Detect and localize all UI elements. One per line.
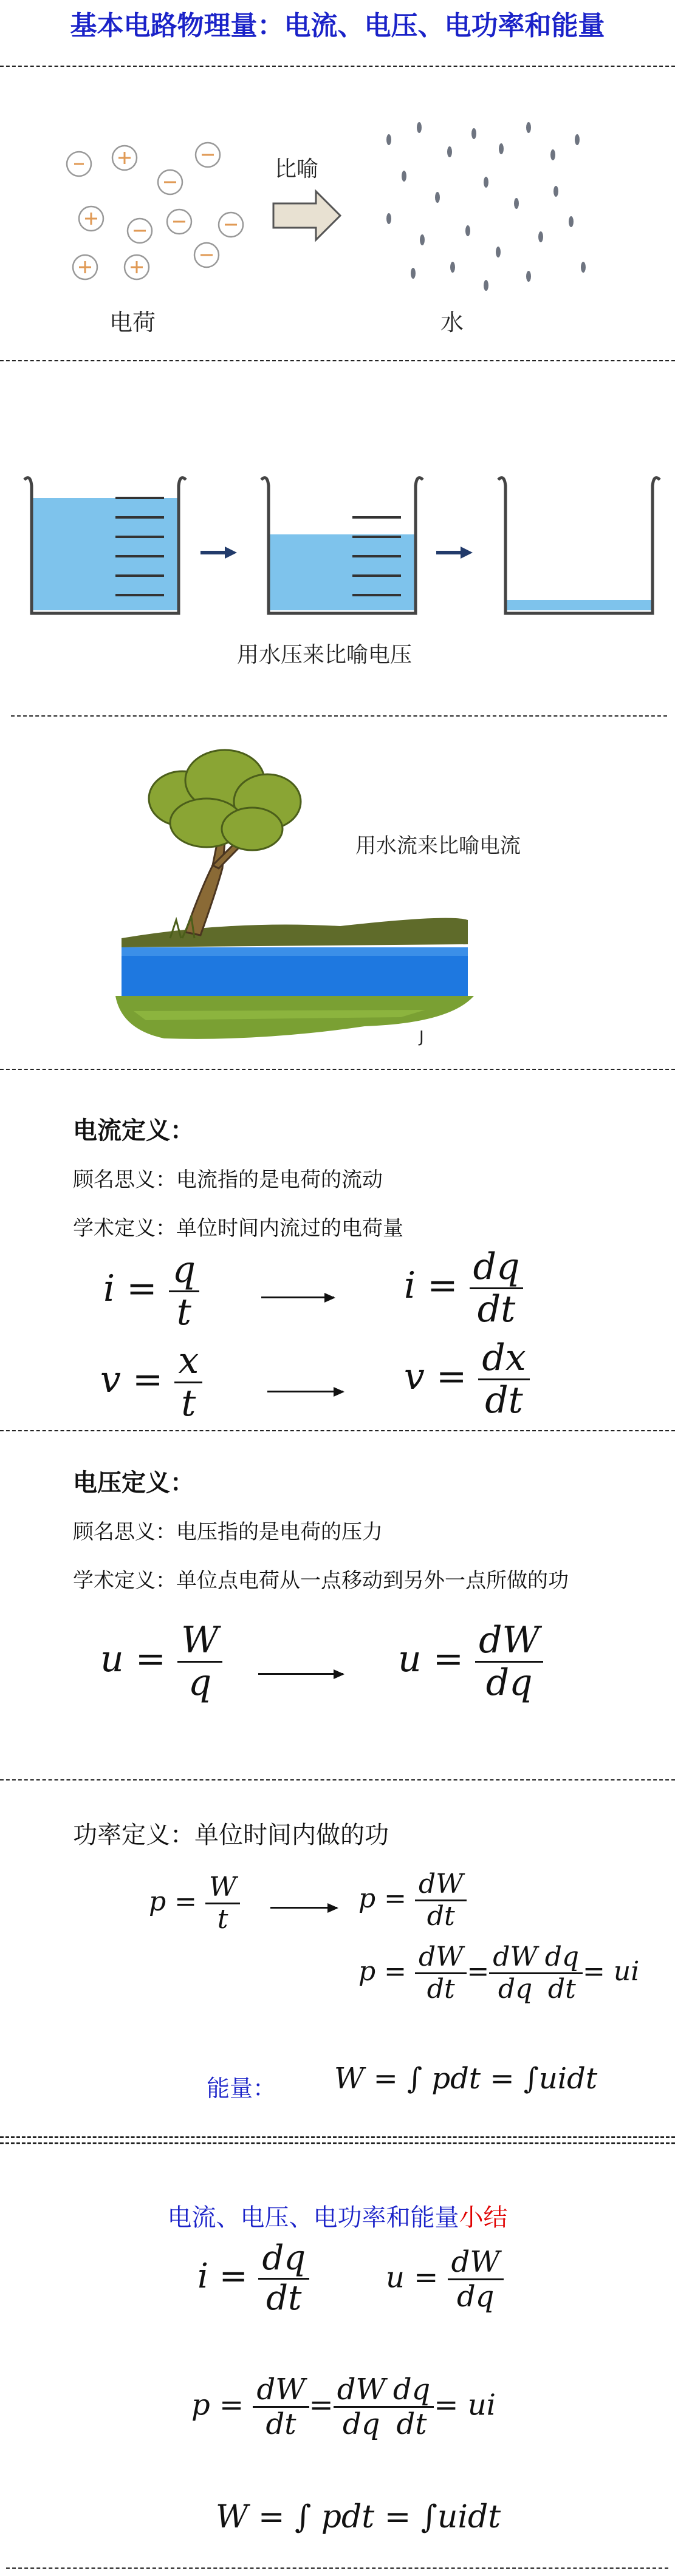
fraction: $\frac{W}{q}$ xyxy=(177,1621,222,1702)
current-def-heading: 电流定义： xyxy=(73,1117,194,1145)
fraction: $\frac{dW}{dq}$ xyxy=(489,1943,541,2003)
section-divider xyxy=(0,1430,675,1431)
section-divider xyxy=(0,2142,675,2144)
eq-voltage-avg: u = $\frac{W}{q}$ xyxy=(100,1621,222,1702)
eq-current-inst: i = $\frac{dq}{dt}$ xyxy=(404,1248,523,1329)
fraction: $\frac{dW}{dt}$ xyxy=(415,1943,467,2003)
eq-power-inst: p = $\frac{dW}{dt}$ xyxy=(358,1870,467,1930)
fraction: $\frac{dq}{dt}$ xyxy=(470,1248,524,1329)
arrow-right-icon xyxy=(267,1391,343,1392)
eq-lhs: i = xyxy=(103,1267,157,1310)
compare-label: 比喻 xyxy=(275,157,319,182)
voltage-def-heading: 电压定义： xyxy=(73,1469,194,1497)
right-arrow-icon xyxy=(273,191,340,240)
fraction: $\frac{dq}{dt}$ xyxy=(389,2374,434,2440)
eq-voltage-inst: u = $\frac{dW}{dq}$ xyxy=(398,1621,543,1702)
arrow-right-icon xyxy=(270,1907,337,1909)
fraction: $\frac{dq}{dt}$ xyxy=(541,1943,583,2003)
fraction: $\frac{dx}{dt}$ xyxy=(478,1339,529,1420)
charge-label: 电荷 xyxy=(109,309,156,336)
fraction: $\frac{q}{t}$ xyxy=(169,1251,199,1332)
page-title: 基本电路物理量：电流、电压、电功率和能量 xyxy=(70,10,605,41)
summary-eq-current: i = $\frac{dq}{dt}$ xyxy=(197,2241,309,2317)
voltage-figure-caption: 用水压来比喻电压 xyxy=(237,642,413,667)
section-divider xyxy=(6,2567,668,2569)
section-divider xyxy=(11,715,667,717)
energy-label: 能量： xyxy=(207,2075,276,2102)
water-pressure-figure xyxy=(18,462,662,692)
summary-eq-power: p = $\frac{dW}{dt}$ = $\frac{dW}{dq}$ $\frac{dq}{dt}$ = ui xyxy=(191,2373,496,2442)
current-figure-caption: 用水流来比喻电流 xyxy=(355,834,521,858)
section-divider xyxy=(0,66,675,67)
current-literal-def: 顾名思义：电流指的是电荷的流动 xyxy=(73,1168,383,1192)
fraction: $\frac{dW}{dq}$ xyxy=(334,2374,389,2440)
fraction: $\frac{W}{t}$ xyxy=(205,1873,240,1934)
fraction: $\frac{dW}{dq}$ xyxy=(448,2247,504,2312)
eq-power-avg: p = $\frac{W}{t}$ xyxy=(149,1873,240,1934)
summary-heading: 电流、电压、电功率和能量小结 xyxy=(167,2204,508,2232)
voltage-academic-def: 学术定义：单位点电荷从一点移动到另外一点所做的功 xyxy=(73,1569,569,1593)
fraction: $\frac{dW}{dt}$ xyxy=(253,2374,309,2440)
eq-power-chain: p = $\frac{dW}{dt}$ = $\frac{dW}{dq}$ $\frac{dq}{dt}$ = ui xyxy=(358,1941,640,2005)
section-divider xyxy=(0,2136,675,2138)
eq-current-avg xyxy=(103,1251,199,1332)
section-divider xyxy=(0,1779,675,1780)
arrow-right-icon xyxy=(225,547,237,559)
arrow-right-icon xyxy=(261,1297,334,1298)
fraction: $\frac{x}{t}$ xyxy=(174,1342,202,1423)
figure-mark: J xyxy=(419,1028,424,1046)
arrow-right-icon xyxy=(461,547,473,559)
power-def-heading: 功率定义：单位时间内做的功 xyxy=(73,1821,389,1849)
eq-velocity-avg: v = $\frac{x}{t}$ xyxy=(100,1342,202,1423)
beaker-illustration xyxy=(18,462,662,632)
fraction: $\frac{dW}{dt}$ xyxy=(415,1870,467,1930)
arrow-right-icon xyxy=(258,1673,343,1675)
eq-energy: W = ∫ pdt = ∫uidt xyxy=(334,2062,598,2096)
fraction: $\frac{dq}{dt}$ xyxy=(258,2241,309,2317)
charge-water-analogy xyxy=(49,91,626,352)
eq-velocity-inst: v = $\frac{dx}{dt}$ xyxy=(404,1339,530,1420)
section-divider xyxy=(0,1069,675,1070)
summary-eq-voltage: u = $\frac{dW}{dq}$ xyxy=(386,2247,504,2312)
water-current-figure xyxy=(109,738,632,1054)
river-illustration xyxy=(109,738,632,1054)
fraction: $\frac{dW}{dq}$ xyxy=(475,1621,543,1702)
voltage-literal-def: 顾名思义：电压指的是电荷的压力 xyxy=(73,1520,383,1544)
summary-eq-energy: W = ∫ pdt = ∫uidt xyxy=(216,2499,501,2535)
current-academic-def: 学术定义：单位时间内流过的电荷量 xyxy=(73,1216,403,1241)
section-divider xyxy=(0,360,675,361)
water-label: 水 xyxy=(440,309,464,336)
